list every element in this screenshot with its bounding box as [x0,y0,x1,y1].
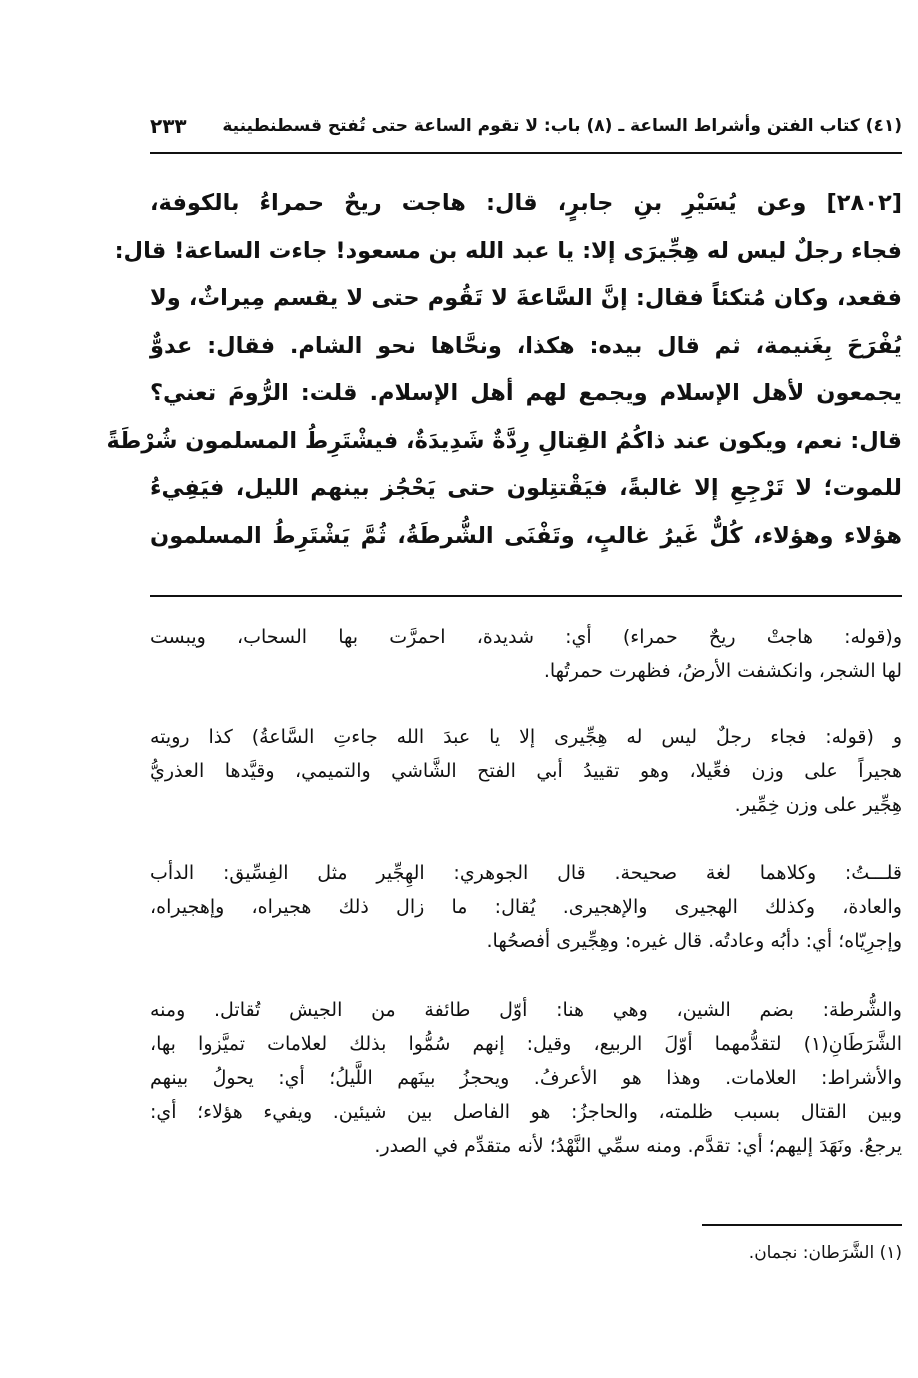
page-number: ٢٣٣ [150,114,187,138]
commentary-line: و(قوله: هاجتْ ريحٌ حمراء) أي: شديدة، احمرَّت بها السحاب، ويبست [150,626,902,648]
section-divider [150,595,902,597]
running-header [150,112,902,152]
header-title: (٤١) كتاب الفتن وأشراط الساعة ـ (٨) باب: لا تقوم الساعة حتى تُفتح قسطنطينية [222,116,902,136]
commentary-paragraph [150,993,902,1163]
hadith-line: [٢٨٠٢] وعن يُسَيْرِ بنِ جابرٍ، قال: هاجت ريحٌ حمراءُ بالكوفة، [150,190,902,216]
commentary-line: قلـــتُ: وكلاهما لغة صحيحة. قال الجوهري: الهِجِّير مثل الفِسِّيق: الدأب [150,862,902,884]
commentary-line: هِجِّير على وزن خِمِّير. [734,794,902,816]
hadith-line: للموت؛ لا تَرْجِعِ إلا غالبةً، فيَقْتتِلون حتى يَحْجُز بينهم الليل، فيَفِيءُ [150,475,902,501]
commentary-line: هجيراً على وزن فعِّيلا، وهو تقييدُ أبي الفتح الشَّاشي والتميمي، وقيَّدها العذريُّ [150,760,902,782]
hadith-line: فجاء رجلٌ ليس له هِجِّيرَى إلا: يا عبد الله بن مسعود! جاءت الساعة! قال: [114,237,902,264]
footnote: (١) الشَّرَطان: نجمان. [748,1243,902,1263]
commentary-line: وبين القتال بسبب ظلمته، والحاجزُ: هو الفاصل بين شيئين. ويفيء هؤلاء؛ أي: [150,1101,902,1123]
commentary-line: والأشراط: العلامات. وهذا هو الأعرفُ. ويحجزُ بينَهم اللَّيلُ؛ أي: يحولُ بينهم [150,1067,902,1089]
commentary-paragraph [150,720,902,822]
commentary-paragraph [150,620,902,688]
commentary-paragraph [150,856,902,958]
hadith-line: يجمعون لأهل الإسلام ويجمع لهم أهل الإسلام. قلت: الرُّومَ تعني؟ [150,380,902,406]
commentary-line: والشُّرطة: بضم الشين، وهي هنا: أوّل طائفة من الجيش تُقاتل. ومنه [150,999,902,1021]
commentary-line: لها الشجر، وانكشفت الأرضُ، فظهرت حمرتُها. [543,660,902,682]
commentary-line: والعادة، وكذلك الهجيرى والإهجيرى. يُقال: ما زال ذلك هجيراه، وإهجيراه، [150,896,902,918]
hadith-line: هؤلاء وهؤلاء، كُلٌّ غَيرُ غالبٍ، وتَفْنَى الشُّرطَةُ، ثُمَّ يَشْتَرِطُ المسلمون [150,522,902,549]
commentary-line: و (قوله: فجاء رجلٌ ليس له هِجِّيرى إلا يا عبدَ الله جاءتِ السَّاعةُ) كذا رويته [150,726,902,748]
hadith-line: قال: نعم، ويكون عند ذاكُمُ القِتالِ رِدَّةٌ شَدِيدَةٌ، فيشْتَرِطُ المسلمون شُرْطَةً [106,427,902,454]
footnote-rule [702,1224,902,1226]
commentary-line: الشَّرَطَانِ(١) لتقدُّمهما أوّلَ الربيع، وقيل: إنهم سُمُّوا بذلك لعلامات تميَّزوا بها، [150,1033,902,1055]
header-rule [150,152,902,154]
commentary-line: وإجرِيّاه؛ أي: دأبُه وعادتُه. قال غيره: وهِجِّيرى أفصحُها. [486,930,902,952]
commentary-line: يرجعُ. ونَهَدَ إليهم؛ أي: تقدَّم. ومنه سمِّي النَّهْدُ؛ لأنه متقدِّم في الصدر. [374,1135,902,1157]
hadith-text [106,180,902,560]
hadith-line: يُفْرَحَ بِغَنيمة، ثم قال بيده: هكذا، ونحَّاها نحو الشام. فقال: عدوٌّ [150,332,902,359]
hadith-line: فقعد، وكان مُتكئاً فقال: إنَّ السَّاعةَ لا تَقُوم حتى لا يقسم مِيراثٌ، ولا [150,285,902,311]
